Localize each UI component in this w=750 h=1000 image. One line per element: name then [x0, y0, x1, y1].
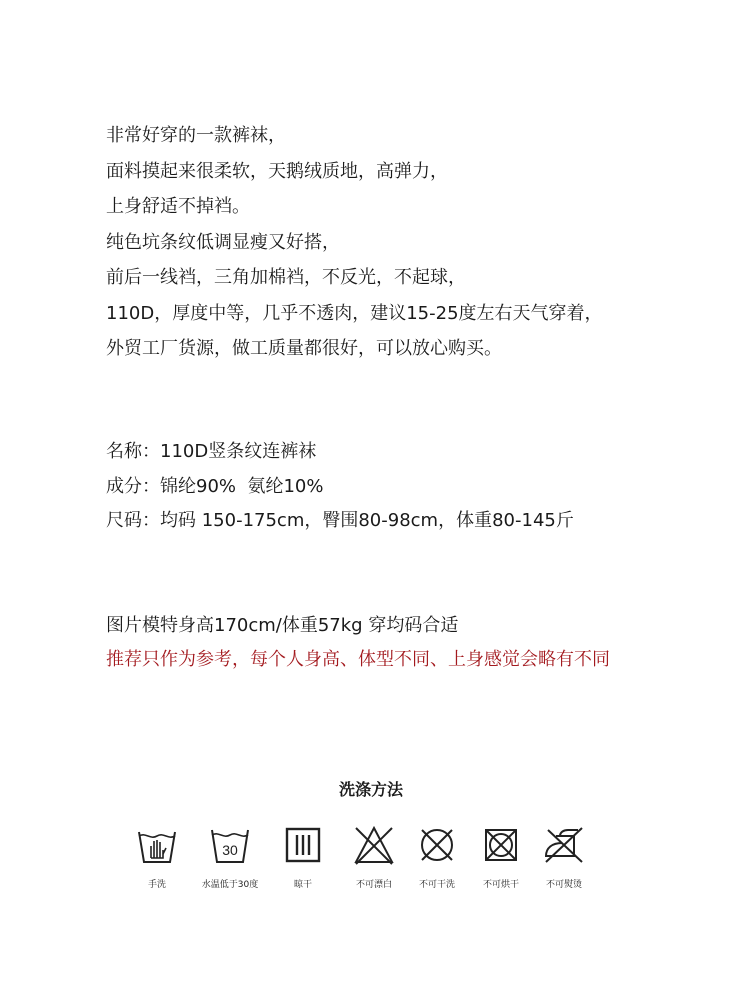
description-line: 非常好穿的一款裤袜，: [106, 125, 286, 146]
disclaimer-note: 推荐只作为参考，每个人身高、体型不同、上身感觉会略有不同: [106, 649, 610, 670]
description-line: 上身舒适不掉裆。: [106, 196, 250, 217]
care-item-line-dry: [263, 824, 343, 891]
description-line: 纯色坑条纹低调显瘦又好搭，: [106, 231, 340, 253]
product-specs: [106, 435, 574, 539]
care-label: 手洗: [147, 880, 166, 890]
wash-temperature: 30: [222, 842, 238, 858]
care-label: 水温低于30度: [201, 880, 259, 890]
product-description: [106, 118, 603, 367]
care-label: 不可漂白: [355, 880, 392, 890]
spec-material: 成分：锦纶90% 氨纶10%: [106, 475, 324, 497]
wash-30-icon: [190, 824, 270, 866]
care-icons-row: [0, 824, 750, 894]
model-note: 图片模特身高170cm/体重57kg 穿均码合适: [106, 615, 459, 636]
no-iron-icon: [524, 824, 604, 866]
spec-size: 尺码：均码 150-175cm，臀围80-98cm，体重80-145斤: [106, 510, 574, 531]
care-item-hand-wash: [117, 824, 197, 891]
description-line: 面料摸起来很柔软，天鹅绒质地，高弹力，: [106, 160, 448, 182]
line-dry-icon: [263, 824, 343, 866]
care-label: 不可熨烫: [545, 880, 582, 890]
description-line: 110D，厚度中等，几乎不透肉，建议15-25度左右天气穿着，: [106, 302, 603, 324]
spec-name: 名称：110D竖条纹连裤袜: [106, 441, 317, 462]
description-line: 外贸工厂货源，做工质量都很好，可以放心购买。: [106, 338, 502, 359]
care-item-wash-30: [190, 824, 270, 891]
care-label: 晾干: [293, 880, 312, 890]
model-note-block: [106, 609, 610, 677]
care-title: 洗涤方法: [338, 780, 403, 799]
hand-wash-icon: [117, 824, 197, 866]
care-item-no-iron: [524, 824, 604, 891]
care-label: 不可烘干: [482, 880, 519, 890]
description-line: 前后一线裆，三角加棉裆，不反光，不起球，: [106, 267, 466, 288]
care-label: 不可干洗: [418, 880, 455, 890]
